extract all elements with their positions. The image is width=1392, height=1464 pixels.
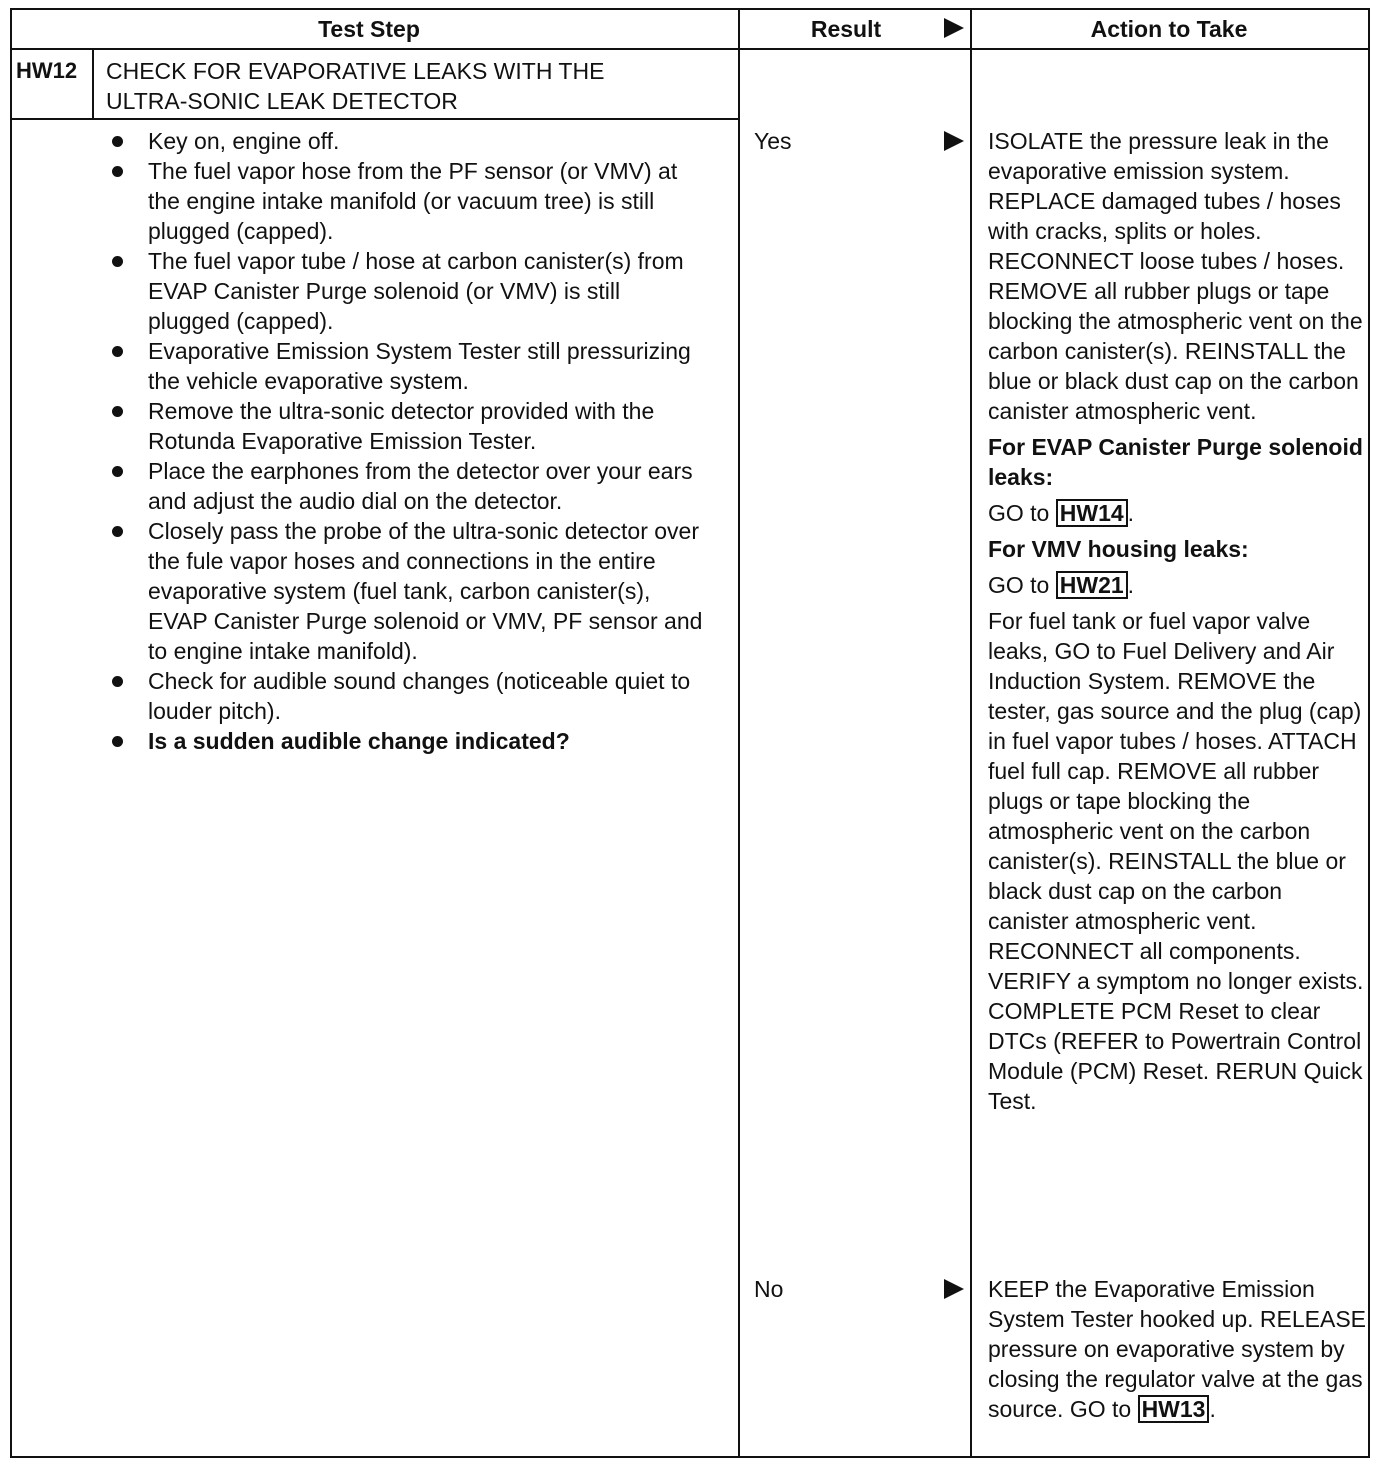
period: . bbox=[1127, 572, 1135, 598]
header-action: Action to Take bbox=[1090, 16, 1248, 42]
bullet-item: Closely pass the probe of the ultra-sonic detector over the fule vapor hoses and connections in the entire evaporative system (fuel tank, carbon canister(s), EVAP Canister Purge solenoid or VMV, PF sensor and to engine intake manifold). bbox=[108, 516, 708, 666]
purge-leak-heading: For EVAP Canister Purge solenoid leaks: bbox=[988, 434, 1363, 490]
bullet-item: Key on, engine off. bbox=[108, 126, 708, 156]
goto-hw14-line bbox=[988, 498, 1366, 528]
step-title-line1: CHECK FOR EVAPORATIVE LEAKS WITH THE bbox=[106, 58, 605, 84]
action-yes-paragraph-1: ISOLATE the pressure leak in the evaporative emission system. REPLACE damaged tubes / hoses with cracks, splits or holes. RECONNECT loose tubes / hoses. REMOVE all rubber plugs or tape blocking the atmospheric vent on the carbon canister(s). REINSTALL the blue or black dust cap on the carbon canister atmospheric vent. bbox=[988, 128, 1363, 424]
goto-label: GO to bbox=[988, 500, 1050, 526]
header-divider bbox=[10, 48, 1370, 50]
step-bullet-list bbox=[108, 126, 708, 756]
ref-hw21-link[interactable]: HW21 bbox=[1056, 571, 1128, 599]
header-arrow-icon bbox=[944, 18, 964, 38]
vmv-leak-heading: For VMV housing leaks: bbox=[988, 536, 1249, 562]
bullet-item: Evaporative Emission System Tester still pressurizing the vehicle evaporative system. bbox=[108, 336, 708, 396]
bullet-item: Place the earphones from the detector over your ears and adjust the audio dial on the detector. bbox=[108, 456, 708, 516]
result-no-arrow-icon bbox=[944, 1279, 964, 1299]
action-no-paragraph bbox=[988, 1274, 1366, 1424]
step-id: HW12 bbox=[16, 58, 78, 83]
result-yes: Yes bbox=[754, 128, 792, 154]
action-no bbox=[988, 1274, 1366, 1424]
header-result: Result bbox=[810, 16, 882, 42]
bullet-item: Check for audible sound changes (noticeable quiet to louder pitch). bbox=[108, 666, 708, 726]
ref-hw13-link[interactable]: HW13 bbox=[1138, 1395, 1210, 1423]
table-bottom-border bbox=[10, 1456, 1370, 1458]
bullet-question: Is a sudden audible change indicated? bbox=[108, 726, 708, 756]
column-divider-result bbox=[738, 8, 740, 1458]
goto-hw21-line bbox=[988, 570, 1366, 600]
table-right-border bbox=[1368, 8, 1370, 1458]
goto-label: GO to bbox=[988, 572, 1050, 598]
result-no: No bbox=[754, 1276, 784, 1302]
step-title-divider bbox=[10, 118, 738, 120]
bullet-item: The fuel vapor tube / hose at carbon canister(s) from EVAP Canister Purge solenoid (or VMV) is still plugged (capped). bbox=[108, 246, 708, 336]
bullet-item: Remove the ultra-sonic detector provided with the Rotunda Evaporative Emission Tester. bbox=[108, 396, 708, 456]
period: . bbox=[1209, 1396, 1216, 1422]
action-no-text: KEEP the Evaporative Emission System Tester hooked up. RELEASE pressure on evaporative system by closing the regulator valve at the gas source. GO to bbox=[988, 1276, 1366, 1422]
action-yes-paragraph-2: For fuel tank or fuel vapor valve leaks, GO to Fuel Delivery and Air Induction System. REMOVE the tester, gas source and the plug (cap) in fuel vapor tubes / hoses. ATTACH fuel full cap. REMOVE all rubber plugs or tape blocking the atmospheric vent on the carbon canister(s). REINSTALL the blue or black dust cap on the carbon canister atmospheric vent. RECONNECT all components. VERIFY a symptom no longer exists. COMPLETE PCM Reset to clear DTCs (REFER to Powertrain Control Module (PCM) Reset. RERUN Quick Test. bbox=[988, 608, 1364, 1114]
step-title bbox=[106, 56, 716, 116]
period: . bbox=[1127, 500, 1135, 526]
header-test-step: Test Step bbox=[318, 16, 420, 42]
bullet-item: The fuel vapor hose from the PF sensor (or VMV) at the engine intake manifold (or vacuum tree) is still plugged (capped). bbox=[108, 156, 708, 246]
result-yes-arrow-icon bbox=[944, 131, 964, 151]
table-left-border bbox=[10, 8, 12, 1458]
step-id-divider bbox=[92, 48, 94, 120]
step-title-line2: ULTRA-SONIC LEAK DETECTOR bbox=[106, 88, 458, 114]
ref-hw14-link[interactable]: HW14 bbox=[1056, 499, 1128, 527]
action-yes bbox=[988, 126, 1366, 1116]
column-divider-action bbox=[970, 8, 972, 1458]
